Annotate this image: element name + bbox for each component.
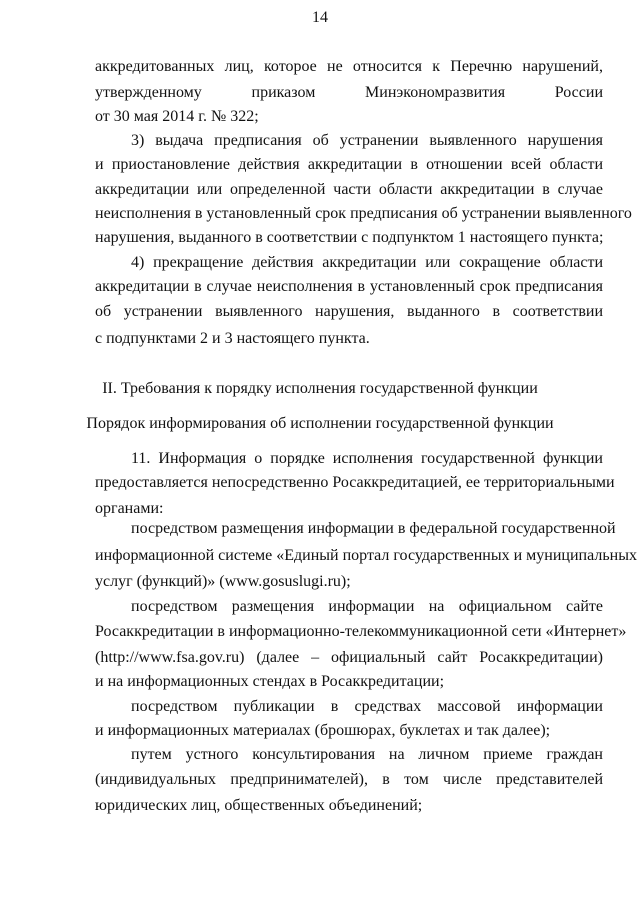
text-line: аккредитации в случае неисполнения в установленный срок предписания <box>95 278 603 295</box>
text-line: и информационных материалах (брошюрах, буклетах и так далее); <box>95 722 551 739</box>
text-line: и на информационных стендах в Росаккредитации; <box>95 673 445 690</box>
text-line: 11. Информация о порядке исполнения государственной функции <box>131 450 603 467</box>
text-line: посредством размещения информации на официальном сайте <box>131 598 603 615</box>
section-heading: II. Требования к порядку исполнения государственной функции <box>102 380 538 397</box>
text-line: (http://www.fsa.gov.ru) (далее – официальный сайт Росаккредитации) <box>95 649 603 666</box>
text-line: утвержденному приказом Минэкономразвития России <box>95 84 603 101</box>
text-line: органами: <box>95 500 164 517</box>
text-line: аккредитованных лиц, которое не относится к Перечню нарушений, <box>95 58 603 75</box>
text-line: неисполнения в установленный срок предписания об устранении выявленного <box>95 205 632 222</box>
text-line: об устранении выявленного нарушения, выданного в соответствии <box>95 303 603 320</box>
text-line: информационной системе «Единый портал государственных и муниципальных <box>95 547 637 564</box>
text-line: предоставляется непосредственно Росаккредитацией, ее территориальными <box>95 474 615 491</box>
text-line: аккредитации или определенной части области аккредитации в случае <box>95 181 603 198</box>
text-line: 4) прекращение действия аккредитации или сокращение области <box>131 254 603 271</box>
text-line: услуг (функций)» (www.gosuslugi.ru); <box>95 573 351 590</box>
text-line: Росаккредитации в информационно-телекоммуникационной сети «Интернет» <box>95 623 627 640</box>
text-line: посредством публикации в средствах массовой информации <box>131 698 603 715</box>
text-line: путем устного консультирования на личном приеме граждан <box>131 746 603 763</box>
page-number: 14 <box>312 9 328 26</box>
text-line: посредством размещения информации в федеральной государственной <box>131 520 616 537</box>
text-line: от 30 мая 2014 г. № 322; <box>95 108 259 125</box>
text-line: юридических лиц, общественных объединений; <box>95 797 423 814</box>
subsection-heading: Порядок информирования об исполнении государственной функции <box>86 415 554 432</box>
text-line: нарушения, выданного в соответствии с подпунктом 1 настоящего пункта; <box>95 229 604 246</box>
text-line: 3) выдача предписания об устранении выявленного нарушения <box>131 132 603 149</box>
text-line: (индивидуальных предпринимателей), в том числе представителей <box>95 771 603 788</box>
text-line: с подпунктами 2 и 3 настоящего пункта. <box>95 330 370 347</box>
text-line: и приостановление действия аккредитации в отношении всей области <box>95 156 603 173</box>
